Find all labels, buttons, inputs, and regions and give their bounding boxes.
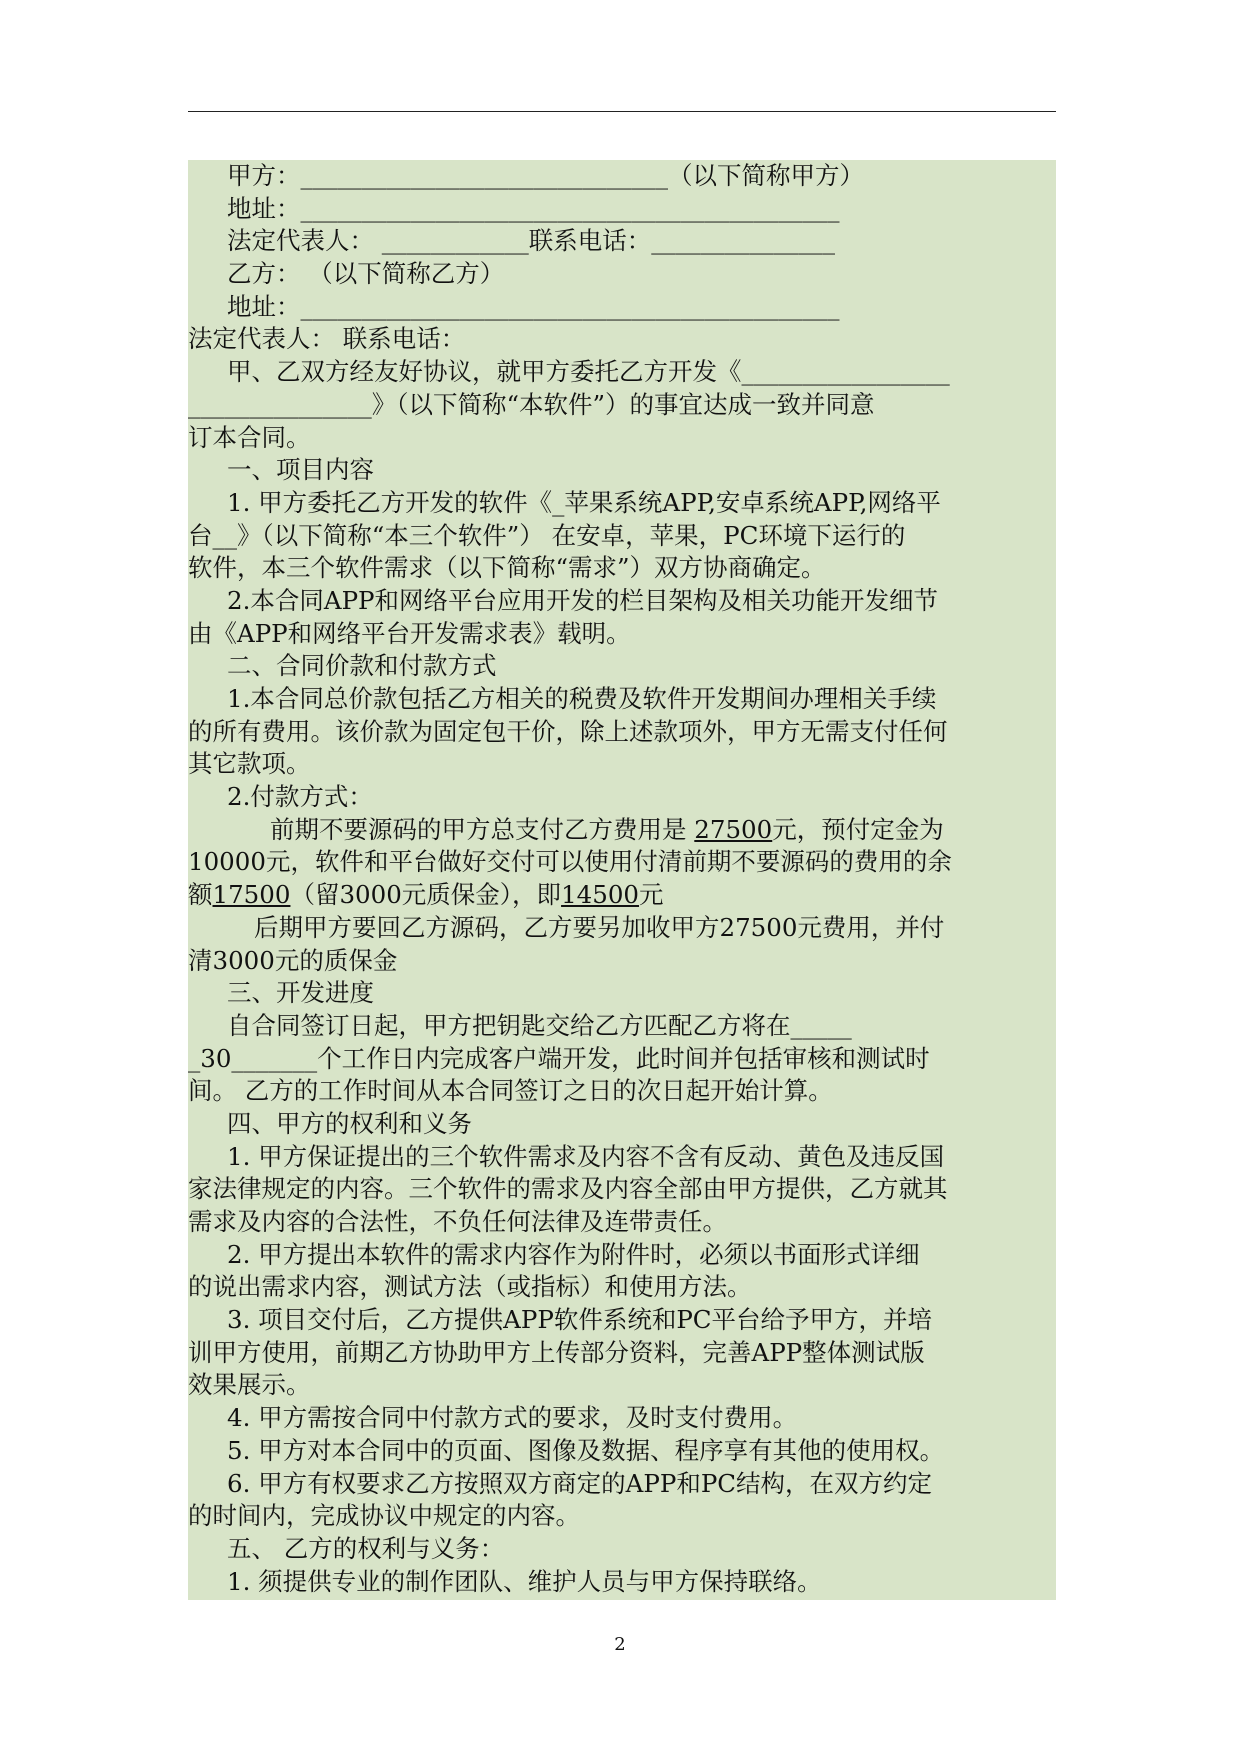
- text-line: [188, 160, 1056, 193]
- text-line: [188, 1304, 1056, 1337]
- text-line: [188, 422, 1056, 455]
- text-line: [188, 193, 1056, 226]
- text-segment: 需求及内容的合法性，不负任何法律及连带责任。: [188, 1207, 727, 1236]
- text-line: [188, 1337, 1056, 1370]
- text-line: [188, 945, 1056, 978]
- text-line: [188, 1108, 1056, 1141]
- text-line: [188, 552, 1056, 585]
- text-line: [188, 1435, 1056, 1468]
- text-segment: 前期不要源码的甲方总支付乙方费用是: [270, 814, 695, 844]
- text-segment: 订本合同。: [188, 422, 311, 452]
- text-segment: 额: [188, 880, 213, 910]
- text-segment: 法定代表人： ____________联系电话：_______________: [227, 226, 836, 256]
- text-segment: 地址：____________________________________________: [227, 193, 840, 223]
- text-segment: 甲、乙双方经友好协议，就甲方委托乙方开发《_________________: [227, 357, 950, 387]
- text-segment: （留3000元质保金），即: [290, 880, 562, 910]
- text-segment: 清3000元的质保金: [188, 945, 398, 975]
- text-segment: 四、甲方的权利和义务: [227, 1108, 472, 1138]
- text-line: [188, 1075, 1056, 1108]
- text-line: [188, 1369, 1056, 1402]
- text-segment: 6. 甲方有权要求乙方按照双方商定的APP和PC结构，在双方约定: [227, 1468, 933, 1498]
- text-line: [188, 879, 1056, 912]
- text-line: [188, 1533, 1056, 1566]
- underlined-amount: 14500: [561, 880, 640, 910]
- text-segment: 二、合同价款和付款方式: [227, 651, 497, 681]
- text-segment: _30_______个工作日内完成客户端开发，此时间并包括审核和测试时: [188, 1043, 930, 1073]
- text-line: [188, 618, 1056, 651]
- text-line: [188, 1141, 1056, 1174]
- text-line: [188, 1402, 1056, 1435]
- text-segment: 地址：____________________________________________: [227, 291, 840, 321]
- text-line: [188, 1239, 1056, 1272]
- contract-body: [188, 160, 1056, 1600]
- text-segment: 自合同签订日起，甲方把钥匙交给乙方匹配乙方将在_____: [227, 1010, 852, 1040]
- text-line: [188, 781, 1056, 814]
- text-line: [188, 748, 1056, 781]
- text-segment: 5. 甲方对本合同中的页面、图像及数据、程序享有其他的使用权。: [227, 1435, 945, 1465]
- text-segment: 1. 甲方保证提出的三个软件需求及内容不含有反动、黄色及违反国: [227, 1141, 945, 1171]
- text-segment: 台__》（以下简称“本三个软件”） 在安卓，苹果，PC环境下运行的: [188, 520, 906, 550]
- text-line: [188, 1173, 1056, 1206]
- text-line: [188, 912, 1056, 945]
- text-segment: 甲方：______________________________（以下简称甲方）: [227, 161, 864, 190]
- text-segment: 三、开发进度: [227, 978, 374, 1008]
- text-segment: 家法律规定的内容。三个软件的需求及内容全部由甲方提供，乙方就其: [188, 1174, 948, 1204]
- text-segment: 1. 甲方委托乙方开发的软件《_苹果系统APP,安卓系统APP,网络平: [227, 487, 941, 517]
- text-line: [188, 1566, 1056, 1599]
- text-segment: 由《APP和网络平台开发需求表》载明。: [188, 618, 631, 648]
- text-segment: 1. 须提供专业的制作团队、维护人员与甲方保持联络。: [227, 1566, 822, 1596]
- text-line: [188, 846, 1056, 879]
- text-line: [188, 1468, 1056, 1501]
- text-segment: 法定代表人： 联系电话：: [188, 324, 466, 354]
- text-line: [188, 1500, 1056, 1533]
- text-segment: 的所有费用。该价款为固定包干价，除上述款项外，甲方无需支付任何: [188, 716, 948, 746]
- text-segment: 元，预付定金为: [772, 814, 944, 844]
- text-segment: 10000元，软件和平台做好交付可以使用付清前期不要源码的费用的余: [188, 847, 952, 877]
- text-line: [188, 454, 1056, 487]
- text-segment: 的时间内，完成协议中规定的内容。: [188, 1501, 580, 1531]
- text-segment: 的说出需求内容，测试方法（或指标）和使用方法。: [188, 1272, 752, 1302]
- page-number: 2: [614, 1634, 626, 1655]
- text-segment: 五、 乙方的权利与义务：: [227, 1533, 505, 1563]
- text-segment: 效果展示。: [188, 1370, 311, 1400]
- text-line: [188, 585, 1056, 618]
- text-segment: 后期甲方要回乙方源码，乙方要另加收甲方27500元费用，并付: [254, 912, 945, 942]
- text-line: [188, 1043, 1056, 1076]
- text-segment: 3. 项目交付后，乙方提供APP软件系统和PC平台给予甲方，并培: [227, 1305, 933, 1335]
- text-segment: 间。 乙方的工作时间从本合同签订之日的次日起开始计算。: [188, 1076, 833, 1106]
- text-line: [188, 323, 1056, 356]
- text-line: [188, 716, 1056, 749]
- text-segment: 其它款项。: [188, 749, 311, 779]
- text-line: [188, 487, 1056, 520]
- text-segment: 2. 甲方提出本软件的需求内容作为附件时，必须以书面形式详细: [227, 1239, 920, 1269]
- text-segment: 软件，本三个软件需求（以下简称“需求”）双方协商确定。: [188, 553, 826, 583]
- text-line: [188, 291, 1056, 324]
- text-segment: 2.本合同APP和网络平台应用开发的栏目架构及相关功能开发细节: [227, 585, 939, 615]
- text-line: [188, 356, 1056, 389]
- text-line: [188, 683, 1056, 716]
- text-segment: 元: [639, 880, 664, 910]
- text-segment: _______________》（以下简称“本软件”）的事宜达成一致并同意: [188, 389, 875, 419]
- underlined-amount: 17500: [212, 880, 291, 910]
- text-line: [188, 1010, 1056, 1043]
- text-line: [188, 650, 1056, 683]
- text-line: [188, 977, 1056, 1010]
- header-rule: [188, 111, 1056, 112]
- text-line: [188, 225, 1056, 258]
- text-line: [188, 389, 1056, 422]
- text-segment: 训甲方使用，前期乙方协助甲方上传部分资料，完善APP整体测试版: [188, 1337, 925, 1367]
- text-line: [188, 1206, 1056, 1239]
- text-segment: 一、项目内容: [227, 455, 374, 485]
- text-line: [188, 1271, 1056, 1304]
- text-line: [188, 520, 1056, 553]
- underlined-amount: 27500: [694, 814, 773, 844]
- text-segment: 1.本合同总价款包括乙方相关的税费及软件开发期间办理相关手续: [227, 684, 937, 713]
- text-line: [188, 814, 1056, 847]
- text-segment: 乙方： （以下简称乙方）: [227, 259, 505, 289]
- text-line: [188, 258, 1056, 291]
- text-segment: 2.付款方式：: [227, 782, 373, 812]
- text-segment: 4. 甲方需按合同中付款方式的要求，及时支付费用。: [227, 1403, 798, 1433]
